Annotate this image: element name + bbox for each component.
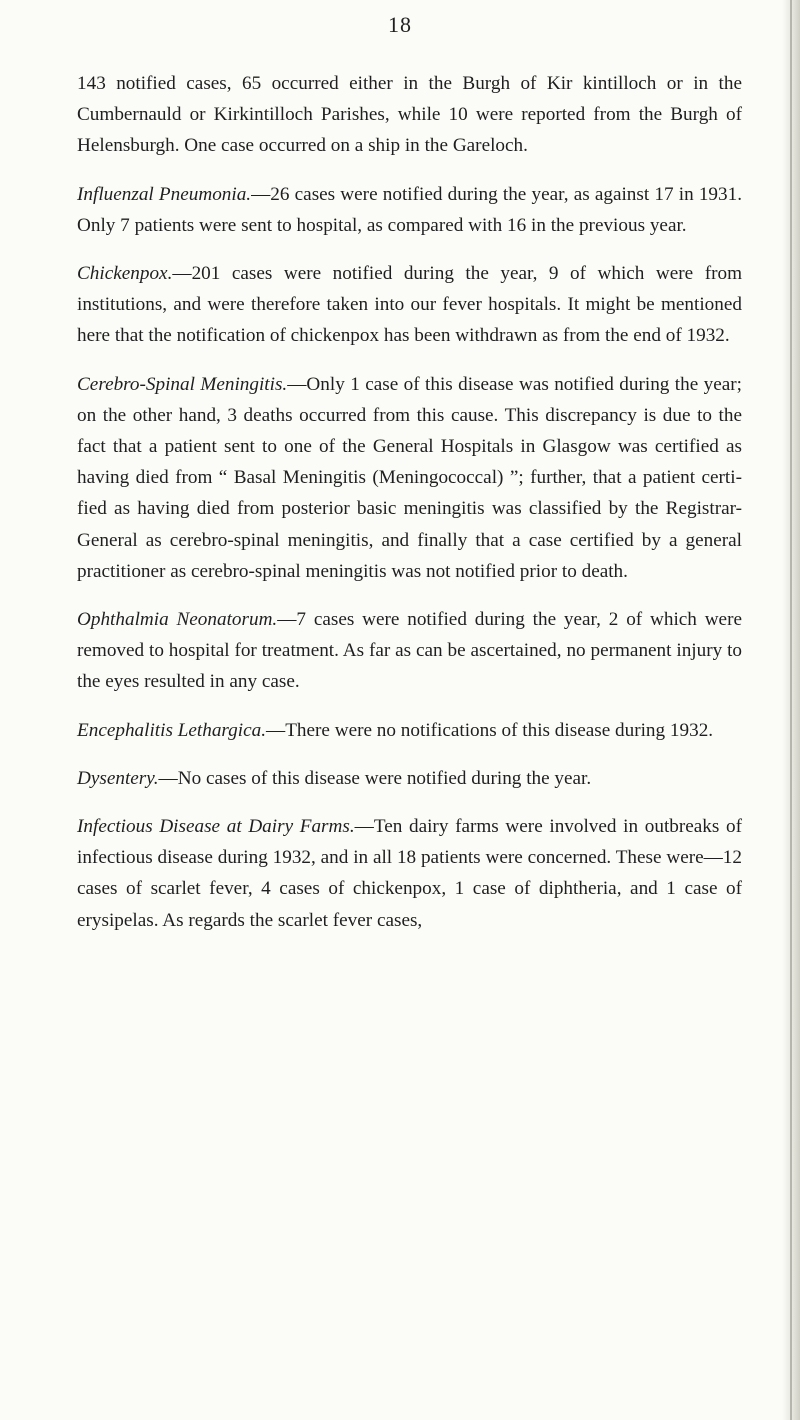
paragraph-text: —No cases of this disease were notified during the year.	[158, 767, 592, 789]
paragraph-heading: Ophthalmia Neonatorum.	[77, 609, 278, 631]
page-number: 18	[388, 12, 412, 37]
paragraph-influenzal-pneumonia	[77, 179, 742, 241]
paragraph-dairy-farms	[77, 811, 742, 936]
paragraph-cerebro-spinal-meningitis	[77, 369, 742, 587]
paragraph-text: —Ten dairy farms were involved in outbreaks of infectious disease during 1932, and in all 18 patients were concerned. These were—12 cases of scarlet fever, 4 cases of chickenpox, 1 case of diphtheria, and 1 case of erysipelas. As regards the scarlet fever cases,	[77, 816, 742, 931]
page-edge-line	[790, 0, 792, 1420]
paragraph-dysentery	[77, 763, 742, 794]
paragraph-continuation	[77, 68, 742, 162]
paragraph-heading: Chickenpox.	[77, 263, 173, 285]
paragraph-heading: Dysentery.	[77, 767, 159, 789]
paragraph-heading: Infectious Disease at Dairy Farms.	[77, 816, 355, 838]
paragraph-heading: Cerebro-Spinal Meningitis.	[77, 373, 288, 395]
paragraph-text: 143 notified cases, 65 occurred either in the Burgh of Kir kintilloch or in the Cumbernauld or Kirkintilloch Parishes, while 10 were reported from the Burgh of Helensburgh. One case occurred on a ship in the Gareloch.	[77, 73, 742, 157]
paragraph-text: —7 cases were notified during the year, 2 of which were removed to hospital for treatment. As far as can be ascertained, no permanent injury to the eyes resulted in any case.	[77, 609, 742, 693]
page-body	[77, 68, 742, 953]
paragraph-heading: Encephalitis Lethargica.	[77, 719, 267, 741]
paragraph-text: —201 cases were notified during the year, 9 of which were from institutions, and were therefore taken into our fever hospitals. It might be mentioned here that the notification of chickenpox has been withdrawn as from the end of 1932.	[77, 263, 742, 347]
paragraph-heading: Influenzal Pneumonia.	[77, 183, 252, 205]
paragraph-text: —Only 1 case of this disease was notified during the year; on the other hand, 3 deaths occurred from this cause. This discrepancy is due to the fact that a patient sent to one of the General Hospitals in Glasgow was certified as having died from “ Basal Meningitis (Meningococcal) ”; further, that a patient certi- fied as having died from posterior basic meningitis was classified by the Registrar-General as cerebro-spinal meningitis, and finally that a case certified by a general practitioner as cerebro-spinal meningitis was not notified prior to death.	[77, 373, 742, 582]
paragraph-text: —26 cases were notified during the year, as against 17 in 1931. Only 7 patients were sent to hospital, as compared with 16 in the previous year.	[77, 183, 742, 236]
paragraph-chickenpox	[77, 258, 742, 352]
paragraph-ophthalmia-neonatorum	[77, 604, 742, 698]
paragraph-text: —There were no notifications of this disease during 1932.	[266, 719, 714, 741]
paragraph-encephalitis-lethargica	[77, 715, 742, 746]
